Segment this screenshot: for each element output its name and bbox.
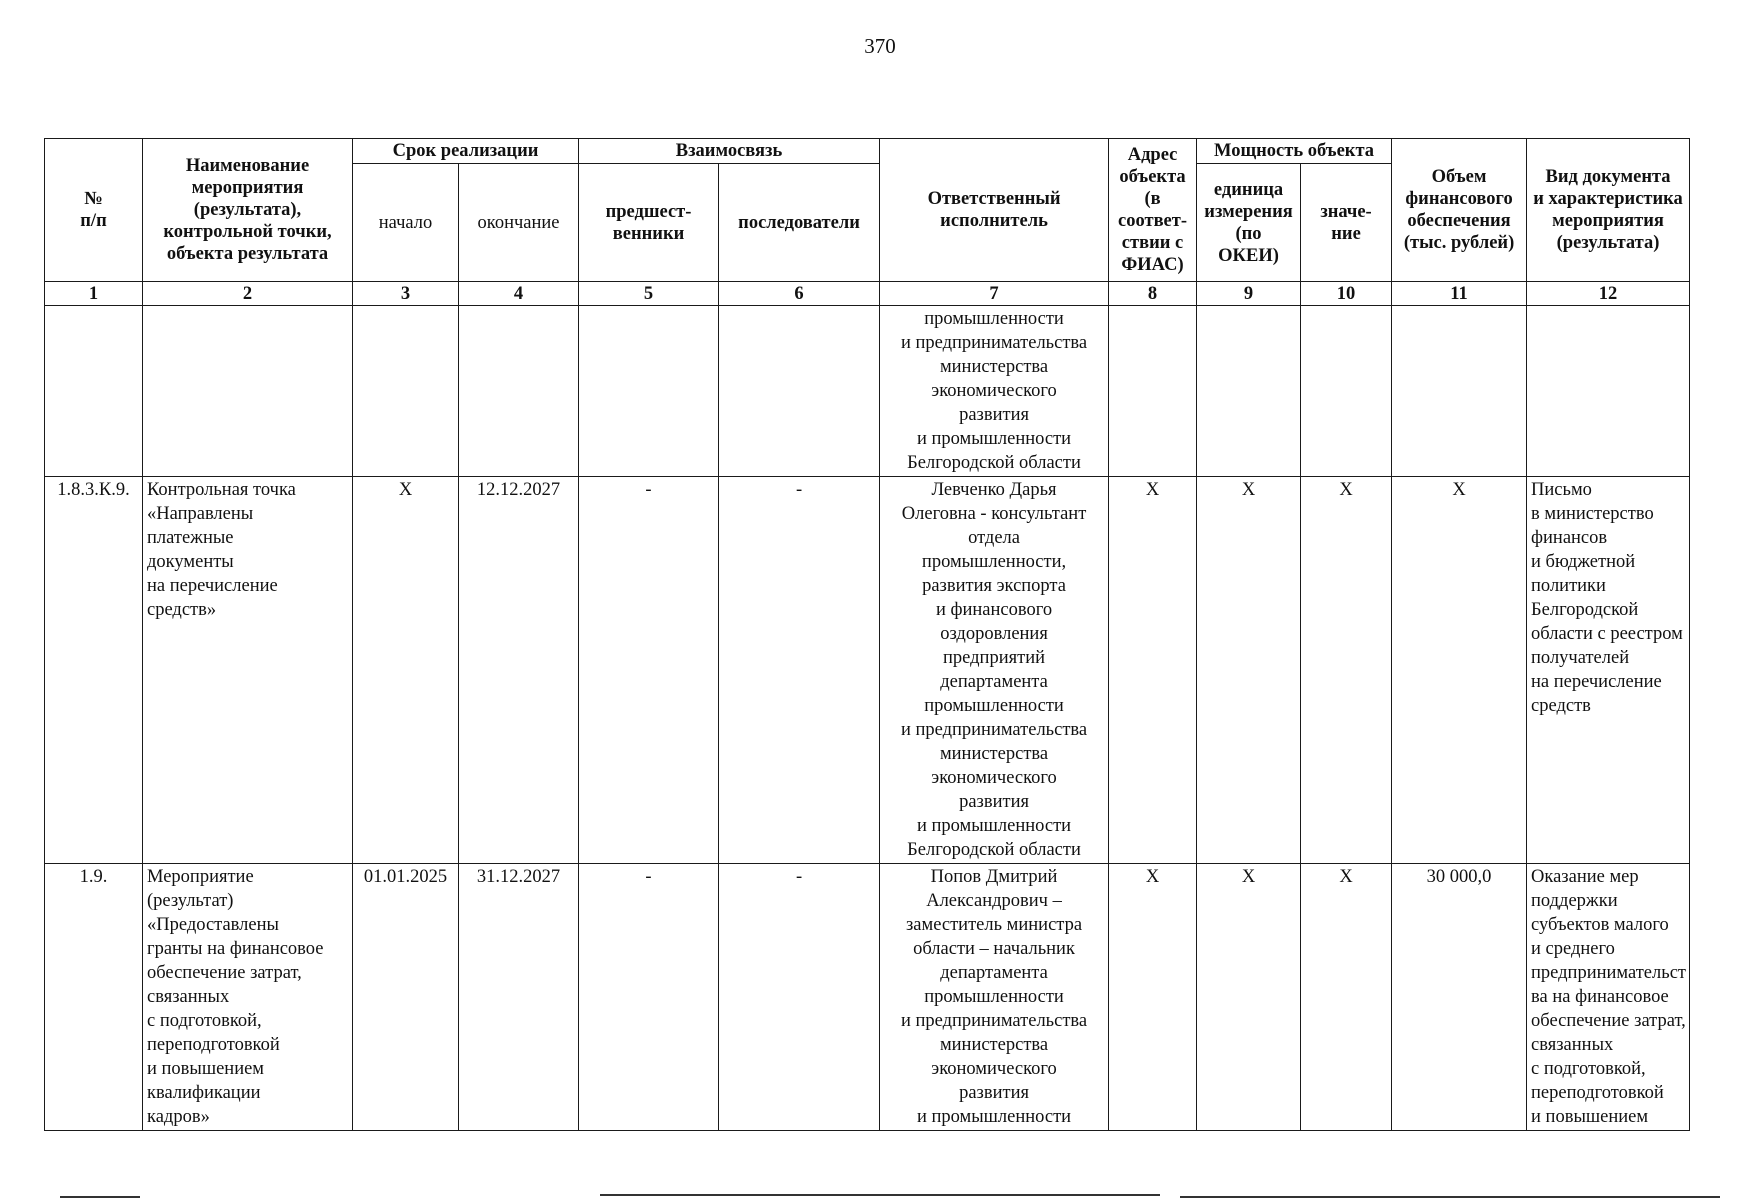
column-number: 12 xyxy=(1527,282,1690,306)
cell-end: 12.12.2027 xyxy=(459,477,579,864)
cell-name: Контрольная точка «Направлены платежные документы на перечисление средств» xyxy=(143,477,353,864)
cell-num: 1.8.3.К.9. xyxy=(45,477,143,864)
header-responsible: Ответственный исполнитель xyxy=(880,139,1109,282)
column-number: 4 xyxy=(459,282,579,306)
cell-value: X xyxy=(1301,477,1392,864)
header-group-srok: Срок реализации xyxy=(353,139,579,164)
header-volume: Объем финансового обеспечения (тыс. рублей) xyxy=(1392,139,1527,282)
cell-responsible: промышленности и предпринимательства министерства экономического развития и промышленности Белгородской области xyxy=(880,306,1109,477)
cell-unit: X xyxy=(1197,864,1301,1131)
header-unit: единица измерения (по ОКЕИ) xyxy=(1197,164,1301,282)
header-group-vzaimosvyaz: Взаимосвязь xyxy=(579,139,880,164)
cell-name xyxy=(143,306,353,477)
column-number: 3 xyxy=(353,282,459,306)
cell-doc: Оказание мер поддержки субъектов малого и среднего предпринимательст ва на финансовое обеспечение затрат, связанных с подготовкой, переподготовкой и повышением xyxy=(1527,864,1690,1131)
header-predecessors: предшест- венники xyxy=(579,164,719,282)
column-number: 5 xyxy=(579,282,719,306)
table-row xyxy=(45,864,1690,1131)
cell-value xyxy=(1301,306,1392,477)
column-number: 9 xyxy=(1197,282,1301,306)
cell-num xyxy=(45,306,143,477)
column-number: 1 xyxy=(45,282,143,306)
header-value: значе- ние xyxy=(1301,164,1392,282)
table-row xyxy=(45,477,1690,864)
cell-predecessors: - xyxy=(579,864,719,1131)
cell-responsible: Попов Дмитрий Александрович – заместитель министра области – начальник департамента промышленности и предпринимательства министерства экономического развития и промышленности xyxy=(880,864,1109,1131)
column-number: 7 xyxy=(880,282,1109,306)
cell-successors: - xyxy=(719,477,880,864)
cell-value: X xyxy=(1301,864,1392,1131)
table-row xyxy=(45,306,1690,477)
column-number: 2 xyxy=(143,282,353,306)
cell-predecessors: - xyxy=(579,477,719,864)
cell-responsible: Левченко Дарья Олеговна - консультант отдела промышленности, развития экспорта и финансового оздоровления предприятий департамента промышленности и предпринимательства министерства экономического развития и промышленности Белгородской области xyxy=(880,477,1109,864)
events-table xyxy=(44,138,1690,1131)
cell-address: X xyxy=(1109,477,1197,864)
cell-end xyxy=(459,306,579,477)
header-successors: последователи xyxy=(719,164,880,282)
column-number: 11 xyxy=(1392,282,1527,306)
header-group-moshchnost: Мощность объекта xyxy=(1197,139,1392,164)
cell-successors: - xyxy=(719,864,880,1131)
cell-name: Мероприятие (результат) «Предоставлены гранты на финансовое обеспечение затрат, связанных с подготовкой, переподготовкой и повышением квалификации кадров» xyxy=(143,864,353,1131)
column-number: 8 xyxy=(1109,282,1197,306)
column-number: 6 xyxy=(719,282,880,306)
header-address: Адрес объекта (в соответ- ствии с ФИАС) xyxy=(1109,139,1197,282)
header-doc-type: Вид документа и характеристика мероприятия (результата) xyxy=(1527,139,1690,282)
cell-unit: X xyxy=(1197,477,1301,864)
header-name: Наименование мероприятия (результата), контрольной точки, объекта результата xyxy=(143,139,353,282)
page-number: 370 xyxy=(864,34,896,58)
cell-start xyxy=(353,306,459,477)
cell-start: X xyxy=(353,477,459,864)
scan-edge-line xyxy=(1180,1196,1720,1198)
cell-address xyxy=(1109,306,1197,477)
header-start: начало xyxy=(353,164,459,282)
cell-volume: X xyxy=(1392,477,1527,864)
column-number: 10 xyxy=(1301,282,1392,306)
cell-doc xyxy=(1527,306,1690,477)
header-end: окончание xyxy=(459,164,579,282)
cell-volume: 30 000,0 xyxy=(1392,864,1527,1131)
cell-successors xyxy=(719,306,880,477)
cell-volume xyxy=(1392,306,1527,477)
cell-unit xyxy=(1197,306,1301,477)
scan-edge-line xyxy=(600,1194,1160,1196)
cell-predecessors xyxy=(579,306,719,477)
cell-end: 31.12.2027 xyxy=(459,864,579,1131)
cell-start: 01.01.2025 xyxy=(353,864,459,1131)
cell-num: 1.9. xyxy=(45,864,143,1131)
cell-doc: Письмо в министерство финансов и бюджетной политики Белгородской области с реестром получателей на перечисление средств xyxy=(1527,477,1690,864)
cell-address: X xyxy=(1109,864,1197,1131)
header-num: № п/п xyxy=(45,139,143,282)
scan-edge-line xyxy=(60,1196,140,1198)
